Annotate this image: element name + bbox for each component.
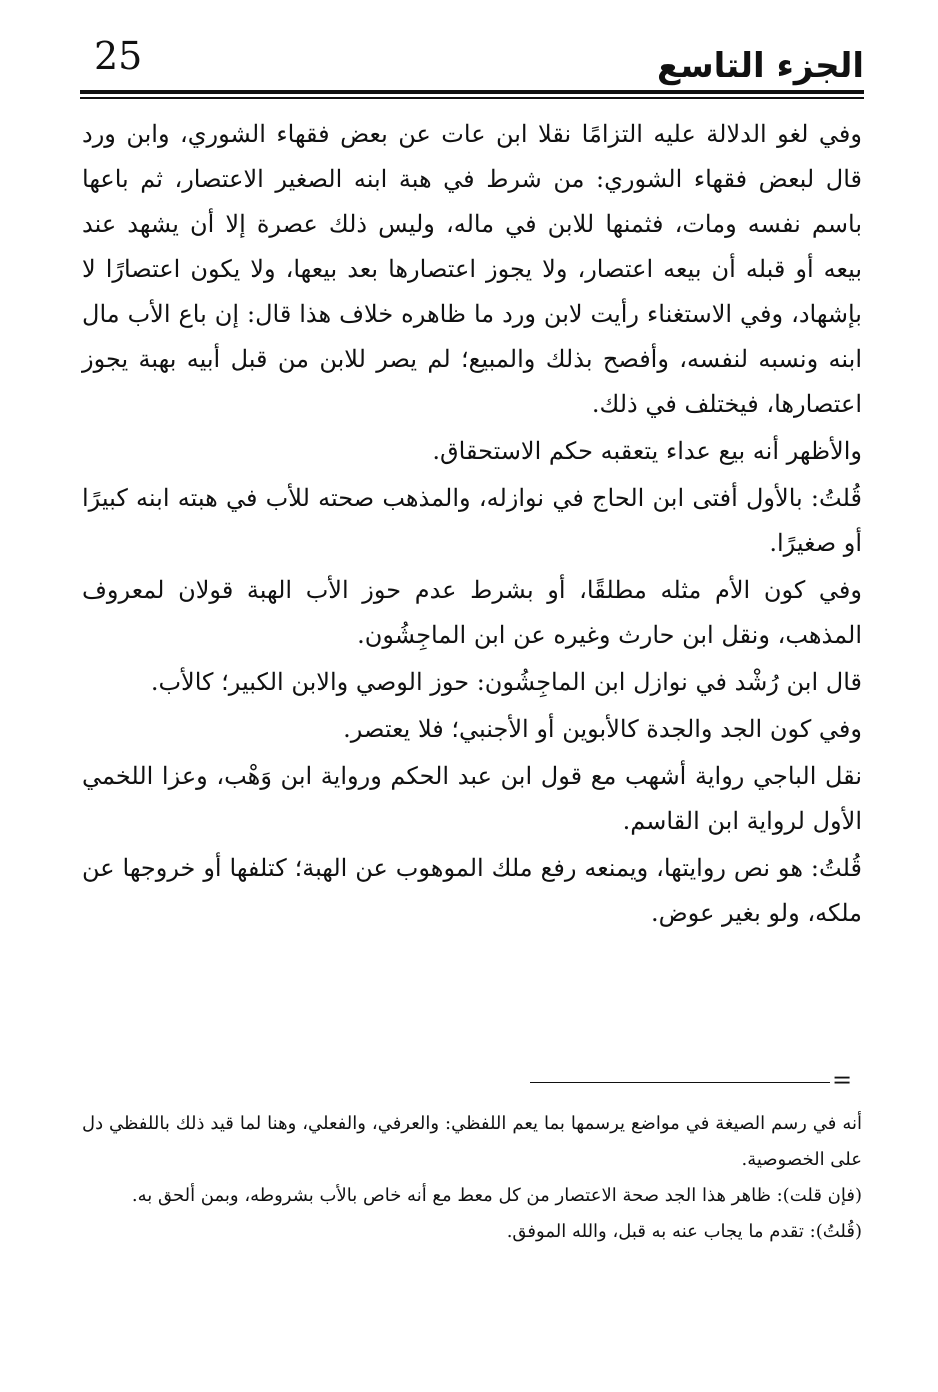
paragraph: قُلتُ: بالأول أفتى ابن الحاج في نوازله، والمذهب صحته للأب في هبته ابنه كبيرًا أو صغيرًا.: [82, 484, 862, 557]
footnote-paragraph: أنه في رسم الصيغة في مواضع يرسمها بما يعم اللفظي: والعرفي، والفعلي، وهنا لما قيد ذلك باللفظي دل على الخصوصية.: [82, 1113, 862, 1170]
footnote-paragraph: (قُلتُ): تقدم ما يجاب عنه به قبل، والله الموفق.: [506, 1221, 862, 1242]
footnote-paragraph: (فإن قلت): ظاهر هذا الجد صحة الاعتصار من كل معط مع أنه خاص بالأب بشروطه، وبمن ألحق به.: [131, 1185, 862, 1206]
paragraph: وفي كون الأم مثله مطلقًا، أو بشرط عدم حوز الأب الهبة قولان لمعروف المذهب، ونقل ابن حارث وغيره عن ابن الماجِشُون.: [82, 576, 862, 649]
paragraph: وفي كون الجد والجدة كالأبوين أو الأجنبي؛ فلا يعتصر.: [343, 715, 862, 743]
footnotes: [82, 1106, 862, 1250]
running-title: الجزء التاسع: [656, 46, 864, 86]
page-number: 25: [94, 34, 143, 78]
footnote-continuation-mark: =: [832, 1066, 853, 1094]
header-rule-thin: [80, 97, 864, 99]
paragraph: نقل الباجي رواية أشهب مع قول ابن عبد الحكم ورواية ابن وَهْب، وعزا اللخمي الأول لرواية ابن القاسم.: [82, 762, 862, 835]
main-text: [82, 112, 862, 936]
paragraph: قُلتُ: هو نص روايتها، ويمنعه رفع ملك الموهوب عن الهبة؛ كتلفها أو خروجها عن ملكه، ولو بغير عوض.: [82, 854, 862, 927]
header-rule-thick: [80, 90, 864, 94]
paragraph: قال ابن رُشْد في نوازل ابن الماجِشُون: حوز الوصي والابن الكبير؛ كالأب.: [150, 668, 862, 696]
page-header: [80, 28, 864, 98]
paragraph: وفي لغو الدلالة عليه التزامًا نقلا ابن عات عن بعض فقهاء الشوري، وابن ورد قال لبعض فقهاء الشوري: من شرط في هبة ابنه الصغير الاعتصار، ثم باعها باسم نفسه ومات، فثمنها للابن في ماله، وليس ذلك عصرة إلا أن يشهد عند بيعه أو قبله أن بيعه اعتصار، ولا يجوز اعتصارها بعد بيعها، ولا يكون اعتصارًا لا بإشهاد، وفي الاستغناء رأيت لابن ورد ما ظاهره خلاف هذا قال: إن باع الأب مال ابنه ونسبه لنفسه، وأفصح بذلك والمبيع؛ لم يصر للابن من قبل أبيه بهبة يجوز اعتصارها، فيختلف في ذلك.: [82, 120, 862, 418]
paragraph: والأظهر أنه بيع عداء يتعقبه حكم الاستحقاق.: [432, 437, 862, 465]
footnote-separator: [530, 1082, 830, 1083]
